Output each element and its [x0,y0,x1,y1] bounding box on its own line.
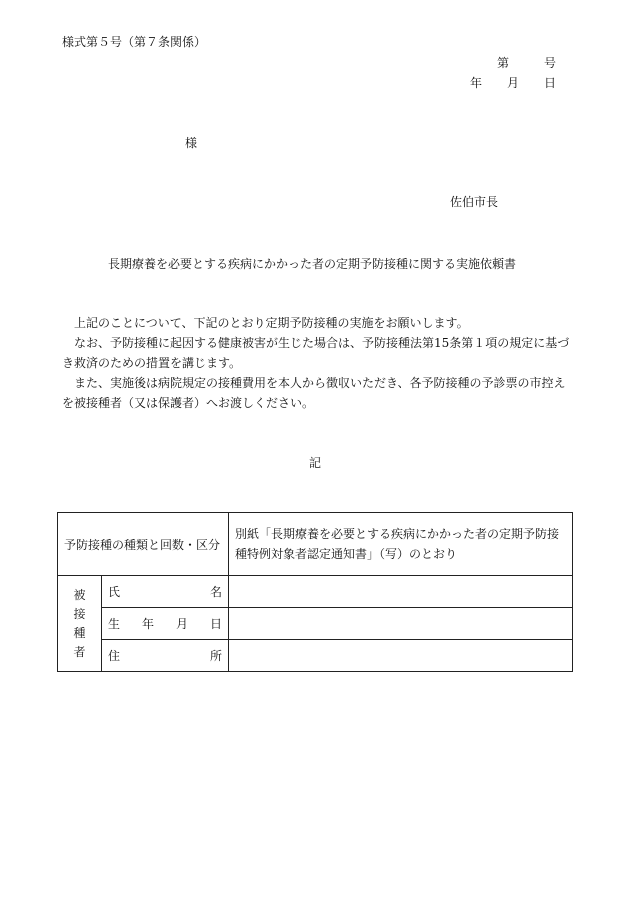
subject-name-row [58,576,573,608]
subject-label-char: 者 [73,644,86,659]
body-paragraph [62,313,572,333]
subject-label-char: 接 [73,606,86,621]
document-title: 長期療養を必要とする疾病にかかった者の定期予防接種に関する実施依頼書 [108,257,517,271]
section-heading: 記 [309,456,322,470]
body-paragraph-text: なお、予防接種に起因する健康被害が生じた場合は、予防接種法第15条第１項の規定に基づき救済のための措置を講じます。 [62,336,570,370]
date-day-label: 日 [544,76,557,90]
body-paragraph [62,333,572,373]
date-month-label: 月 [507,76,520,90]
address-field-label [102,640,229,672]
body-paragraph-text: 上記のことについて、下記のとおり定期予防接種の実施をお願いします。 [74,316,469,330]
subject-label-char: 被 [73,587,86,602]
vaccination-kind-row [58,513,573,576]
document-number-label: 第 [497,56,510,70]
addressee-honorific: 様 [185,136,198,150]
subject-label [58,576,102,672]
name-field-value[interactable] [229,576,573,608]
birthdate-field-label [102,608,229,640]
address-field-value[interactable] [229,640,573,672]
birthdate-field-value[interactable] [229,608,573,640]
form-number: 様式第５号（第７条関係） [62,35,207,49]
label-char: 年 [142,617,155,631]
label-char: 住 [108,649,121,663]
issuer-name: 佐伯市長 [450,195,499,209]
date-year-label: 年 [470,76,483,90]
label-char: 所 [210,649,223,663]
vaccination-kind-value: 別紙「長期療養を必要とする疾病にかかった者の定期予防接種特例対象者認定通知書」（写）のとおり [229,513,573,576]
details-table [57,512,573,672]
label-char: 氏 [108,585,121,599]
subject-address-row [58,640,573,672]
document-number-suffix: 号 [544,56,557,70]
vaccination-kind-label: 予防接種の種類と回数・区分 [58,513,229,576]
name-field-label [102,576,229,608]
label-char: 生 [108,617,121,631]
label-char: 名 [210,585,223,599]
subject-label-char: 種 [73,625,86,640]
label-char: 日 [210,617,223,631]
body-paragraph-text: また、実施後は病院規定の接種費用を本人から徴収いただき、各予防接種の予診票の市控えを被接種者（又は保護者）へお渡しください。 [62,376,566,410]
label-char: 月 [176,617,189,631]
subject-birthdate-row [58,608,573,640]
body-paragraph [62,373,572,413]
